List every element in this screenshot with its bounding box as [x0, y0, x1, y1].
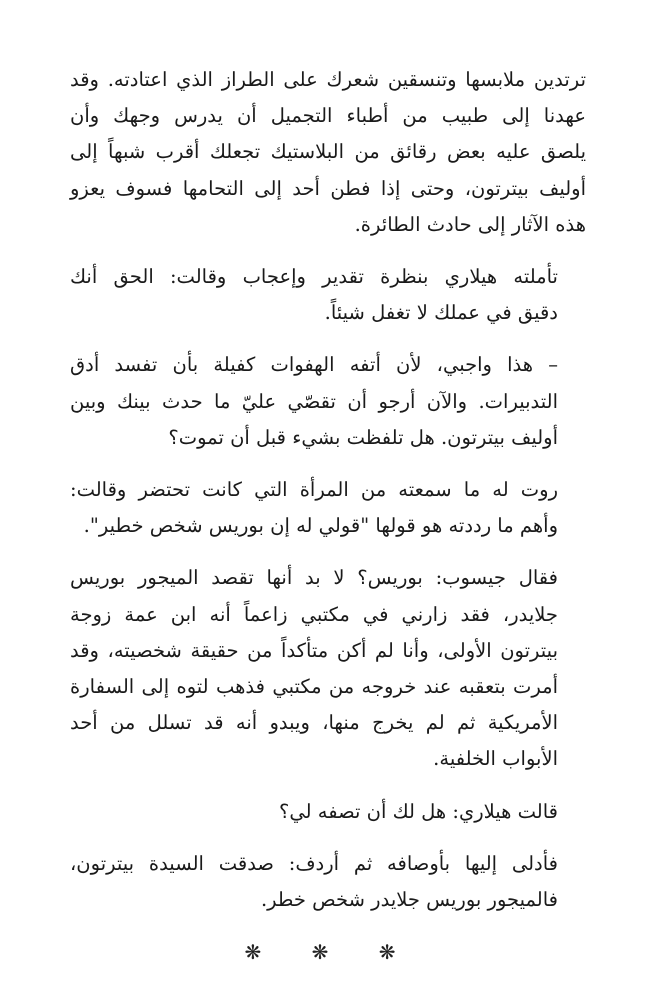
- paragraph: [70, 259, 586, 331]
- text-line: هذه الآثار إلى حادث الطائرة.: [354, 212, 586, 236]
- text-line: – هذا واجبي، لأن أتفه الهفوات كفيلة بأن تفسد أدق: [70, 353, 558, 377]
- text-line: فالميجور بوريس جلايدر شخص خطر.: [260, 888, 558, 912]
- text-line: أوليف بيترتون، وحتى إذا فطن أحد إلى التحامها فسوف يعزو: [70, 176, 586, 200]
- text-line: يلصق عليه بعض رقائق من البلاستيك تجعلك أقرب شبهاً إلى: [70, 140, 586, 164]
- paragraph: [70, 846, 586, 918]
- section-ornament: [70, 934, 586, 970]
- text-line: الأمريكية ثم لم يخرج منها، ويبدو أنه قد تسلل من أحد: [70, 711, 558, 735]
- ornament-star: ❋: [378, 940, 412, 965]
- text-line: قالت هيلاري: هل لك أن تصفه لي؟: [279, 799, 558, 823]
- text-line: دقيق في عملك لا تغفل شيئاً.: [324, 301, 558, 325]
- paragraph: [70, 472, 586, 544]
- text-line: أمرت بتعقبه عند خروجه من مكتبي فذهب لتوه إلى السفارة: [70, 675, 558, 699]
- text-line: جلايدر، فقد زارني في مكتبي زاعماً أنه ابن عمة زوجة: [70, 602, 558, 626]
- book-page: [70, 62, 586, 970]
- text-line: فقال جيسوب: بوريس؟ لا بد أنها تقصد الميجور بوريس: [70, 566, 558, 590]
- text-line: أوليف بيترتون. هل تلفظت بشيء قبل أن تموت؟: [168, 425, 558, 449]
- paragraph: [70, 560, 586, 777]
- paragraph: [70, 62, 586, 243]
- text-line: تأملته هيلاري بنظرة تقدير وإعجاب وقالت: الحق أنك: [70, 265, 558, 289]
- text-line: فأدلى إليها بأوصافه ثم أردف: صدقت السيدة بيترتون،: [70, 851, 558, 875]
- paragraph: [70, 347, 586, 456]
- text-line: الأبواب الخلفية.: [433, 747, 558, 771]
- text-line: ترتدين ملابسها وتنسقين شعرك على الطراز الذي اعتادته. وقد: [70, 68, 586, 91]
- ornament-star: ❋: [244, 940, 278, 965]
- paragraph: [70, 794, 586, 830]
- text-line: وأهم ما رددته هو قولها "قولي له إن بوريس شخص خطير".: [83, 514, 558, 538]
- text-line: عهدنا إلى طبيب من أطباء التجميل أن يدرس وجهك وأن: [70, 104, 586, 128]
- body-text: [70, 62, 586, 918]
- text-line: بيترتون الأولى، وأنا لم أكن متأكداً من حقيقة شخصيته، وقد: [70, 638, 558, 662]
- text-line: روت له ما سمعته من المرأة التي كانت تحتضر وقالت:: [70, 478, 558, 502]
- ornament-star: ❋: [311, 940, 345, 965]
- text-line: التدبيرات. والآن أرجو أن تقصّي عليّ ما حدث بينك وبين: [70, 389, 558, 413]
